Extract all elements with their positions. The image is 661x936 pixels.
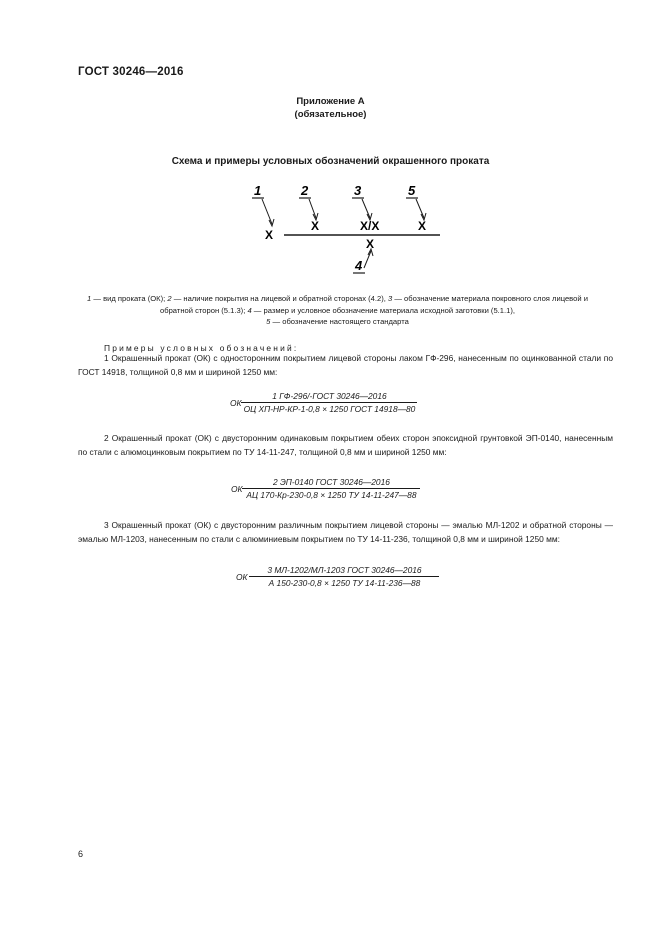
legend-text-3: — обозначение материала покровного слоя лицевой и обратной сторон (5.1.3);	[160, 294, 588, 315]
appendix-status: (обязательное)	[294, 109, 367, 120]
section-title: Схема и примеры условных обозначений окрашенного проката	[171, 156, 490, 167]
legend-num-1: 1	[87, 294, 92, 303]
marker-5-label: 5	[408, 183, 416, 198]
example-2-formula	[231, 477, 420, 500]
example-2-prefix: ОК	[231, 483, 243, 494]
example-3-prefix: ОК	[236, 571, 248, 582]
designation-diagram	[240, 180, 450, 280]
symbol-coating-presence: Х	[311, 219, 320, 233]
example-2-denominator: АЦ 170-Кр-230-0,8 × 1250 ТУ 14-11-247—88	[246, 490, 417, 500]
example-2-body: 2 Окрашенный прокат (ОК) с двусторонним одинаковым покрытием обеих сторон эпоксидной грунтовкой ЭП-0140, нанесенным по стали с алюмоцинковым покрытием по ТУ 14-11-247, толщиной 0,8 мм и шириной 1250 мм:	[78, 433, 613, 457]
example-3-body: 3 Окрашенный прокат (ОК) с двусторонним различным покрытием лицевой стороны — эмалью МЛ-1202 и обратной стороны — эмалью МЛ-1203, нанесенным по стали с алюминиевым покрытием по ТУ 14-11-236, толщиной 0,8 мм и шириной 1250 мм:	[78, 520, 613, 544]
example-3-numerator: 3 МЛ-1202/МЛ-1203 ГОСТ 30246—2016	[249, 565, 439, 577]
legend-num-5: 5	[266, 317, 271, 326]
example-3-formula	[236, 565, 439, 588]
example-2-numerator: 2 ЭП-0140 ГОСТ 30246—2016	[242, 477, 420, 489]
appendix-label: Приложение А	[296, 96, 365, 107]
example-1-text	[78, 351, 613, 379]
legend-text-4: — размер и условное обозначение материала исходной заготовки (5.1.1),	[251, 305, 515, 315]
symbol-standard: Х	[418, 219, 427, 233]
example-2-text	[78, 431, 613, 459]
legend-text-1: — вид проката (ОК);	[91, 294, 168, 303]
legend-text-5: — обозначение настоящего стандарта	[270, 317, 409, 326]
marker-4	[353, 249, 373, 273]
marker-1	[252, 183, 274, 226]
page-number: 6	[78, 849, 84, 859]
diagram-legend	[75, 293, 600, 328]
marker-3	[352, 183, 372, 220]
example-3-denominator: А 150-230-0,8 × 1250 ТУ 14-11-236—88	[268, 578, 421, 588]
marker-1-label: 1	[254, 183, 262, 198]
legend-text-2: — наличие покрытия на лицевой и обратной сторонах (4.2),	[171, 294, 388, 303]
example-1-numerator: 1 ГФ-296/-ГОСТ 30246—2016	[241, 391, 417, 403]
example-1-body: 1 Окрашенный прокат (ОК) с односторонним покрытием лицевой стороны лаком ГФ-296, нанесенным по оцинкованной стали по ГОСТ 14918, толщиной 0,8 мм и шириной 1250 мм:	[78, 353, 613, 377]
marker-2-label: 2	[301, 183, 309, 198]
symbol-coating-material: Х/Х	[360, 219, 380, 233]
example-3-text	[78, 518, 613, 546]
marker-5	[406, 183, 426, 220]
symbol-type: Х	[265, 228, 274, 242]
standard-header: ГОСТ 30246—2016	[78, 66, 184, 78]
examples-heading: Примеры условных обозначений:	[104, 343, 299, 353]
legend-num-3: 3	[387, 294, 393, 303]
marker-3-label: 3	[354, 183, 362, 198]
marker-2	[299, 183, 318, 220]
example-1-denominator: ОЦ ХП-НР-КР-1-0,8 × 1250 ГОСТ 14918—80	[243, 404, 416, 414]
symbol-size-base: Х	[366, 237, 375, 251]
marker-4-label: 4	[355, 258, 363, 273]
example-1-prefix: ОК	[230, 397, 242, 408]
example-1-formula	[230, 391, 417, 414]
legend-num-2: 2	[167, 294, 172, 303]
legend-num-4: 4	[247, 305, 252, 315]
